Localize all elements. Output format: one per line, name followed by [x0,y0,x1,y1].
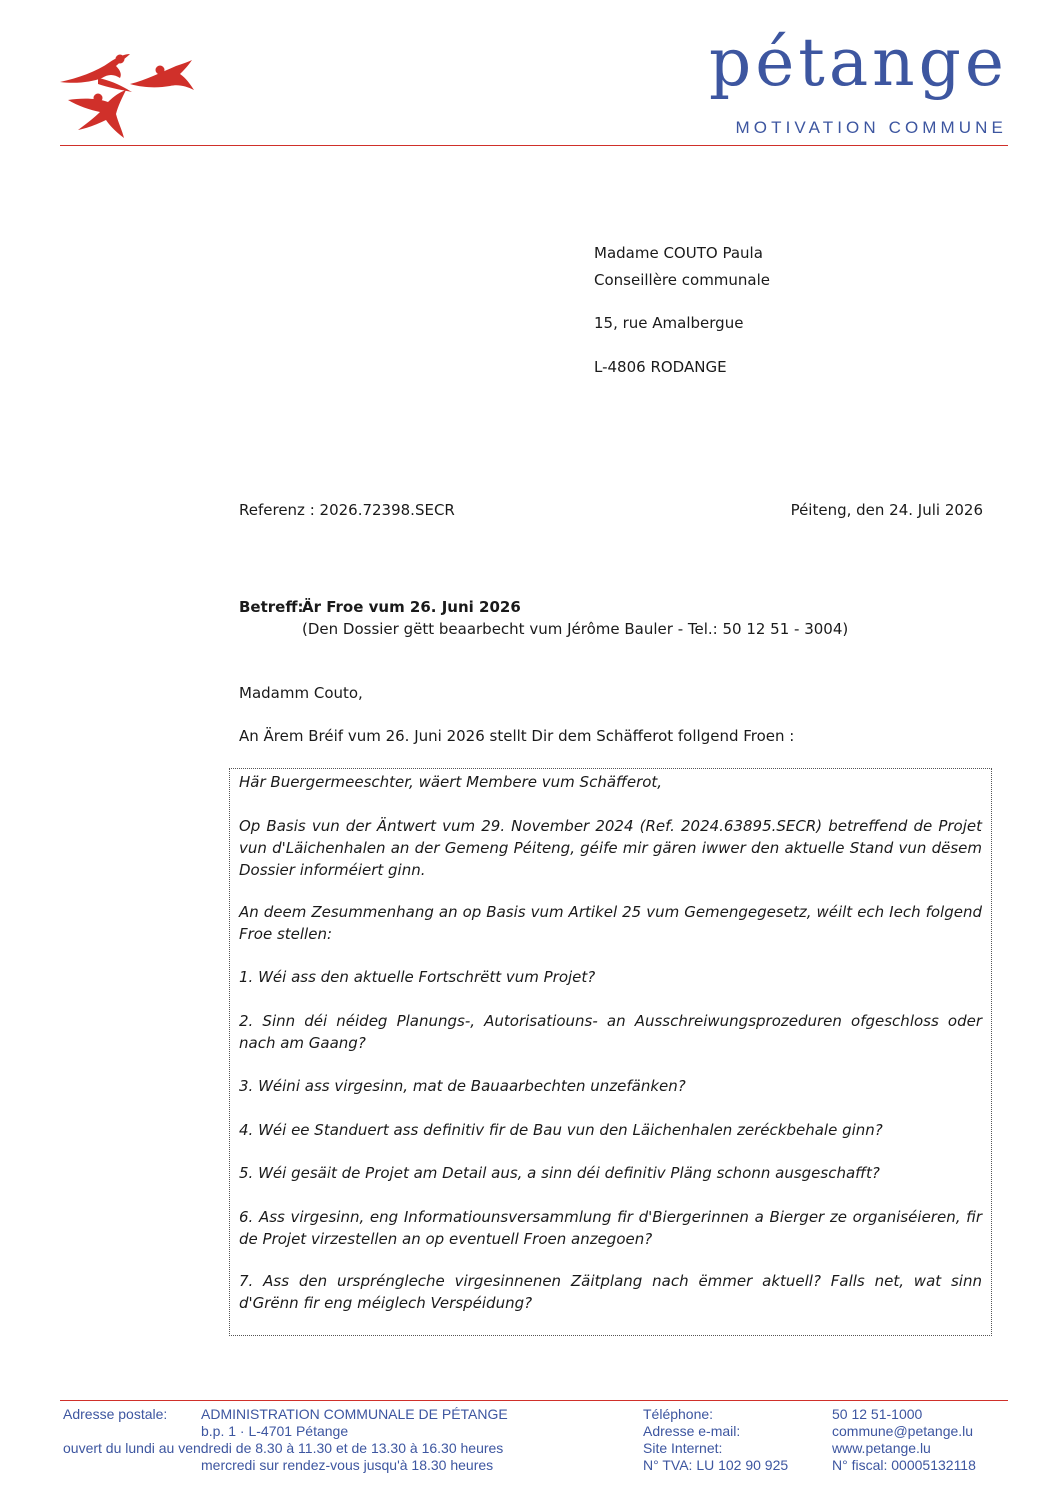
recipient-title: Conseillère communale [594,271,771,289]
footer-email-link[interactable]: commune@petange.lu [832,1423,974,1439]
footer-vat: N° TVA: LU 102 90 925 [643,1457,789,1473]
footer-opening-hours: ouvert du lundi au vendredi de 8.30 à 11.30 et de 13.30 à 16.30 heures [63,1440,504,1456]
recipient-name: Madame COUTO Paula [594,244,763,262]
footer-divider [60,1400,1008,1401]
three-red-flying-figures-icon [58,48,203,140]
footer-fiscal: N° fiscal: 00005132118 [832,1457,976,1473]
question-item: 4. Wéi ee Standuert ass definitiv fir de Bau vun den Läichenhalen zeréckbehale ginn? [239,1121,883,1139]
footer-phone-label: Téléphone: [643,1406,714,1422]
reference: Referenz : 2026.72398.SECR [239,501,455,519]
question-item: 2. Sinn déi néideg Planungs-, Autorisatiouns- an Ausschreiwungsprozeduren ofgeschloss oder nach am Gaang? [239,1012,982,1052]
question-item: 6. Ass virgesinn, eng Informatiounsversammlung fir d'Biergerinnen a Bierger ze organiséieren, fir de Projet virzestellen an op eventuell Froen anzegoen? [239,1208,982,1248]
footer-postal-label: Adresse postale: [63,1406,168,1422]
salutation: Madamm Couto, [239,684,363,702]
subject-dossier: (Den Dossier gëtt beaarbecht vum Jérôme Bauler - Tel.: 50 12 51 - 3004) [302,620,849,638]
recipient-city: L-4806 RODANGE [594,358,727,376]
question-item: 1. Wéi ass den aktuelle Fortschrëtt vum Projet? [239,968,596,986]
footer-po-box: b.p. 1 · L-4701 Pétange [201,1423,349,1439]
question-item: 7. Ass den urspréngleche virgesinnenen Zäitplang nach ëmmer aktuell? Falls net, wat sinn d'Grënn fir eng méiglech Verspéidung? [239,1272,982,1312]
footer-web-label: Site Internet: [643,1440,723,1456]
question-paragraph-1: Op Basis vun der Äntwert vum 29. November 2024 (Ref. 2024.63895.SECR) betreffend de Projet vun d'Läichenhalen an der Gemeng Péiteng, géife mir gären iwwer den aktuelle Stand vun dësem Dossier informéiert ginn. [239,817,982,879]
question-item: 5. Wéi gesäit de Projet am Detail aus, a sinn déi definitiv Pläng schonn ausgeschafft? [239,1164,880,1182]
footer-email-label: Adresse e-mail: [643,1423,741,1439]
question-paragraph-2: An deem Zesummenhang an op Basis vum Artikel 25 vum Gemengegesetz, wéilt ech Iech folgend Froe stellen: [239,903,982,943]
brand-name: pétange [709,24,1008,101]
brand-tagline: MOTIVATION COMMUNE [735,118,1007,137]
header-divider [60,145,1008,146]
place-date: Péiteng, den 24. Juli 2026 [790,501,983,519]
footer-web-link[interactable]: www.petange.lu [832,1440,931,1456]
footer-admin-name: ADMINISTRATION COMMUNALE DE PÉTANGE [201,1406,508,1422]
footer-wednesday-hours: mercredi sur rendez-vous jusqu'à 18.30 heures [201,1457,494,1473]
intro-text: An Ärem Bréif vum 26. Juni 2026 stellt Dir dem Schäfferot follgend Froen : [239,727,795,745]
question-greeting: Här Buergermeeschter, wäert Membere vum Schäfferot, [239,773,663,791]
subject-title: Är Froe vum 26. Juni 2026 [302,598,521,616]
question-item: 3. Wéini ass virgesinn, mat de Bauaarbechten unzefänken? [239,1077,686,1095]
footer-phone: 50 12 51-1000 [832,1406,923,1422]
subject-label: Betreff: [239,598,304,616]
recipient-street: 15, rue Amalbergue [594,314,744,332]
